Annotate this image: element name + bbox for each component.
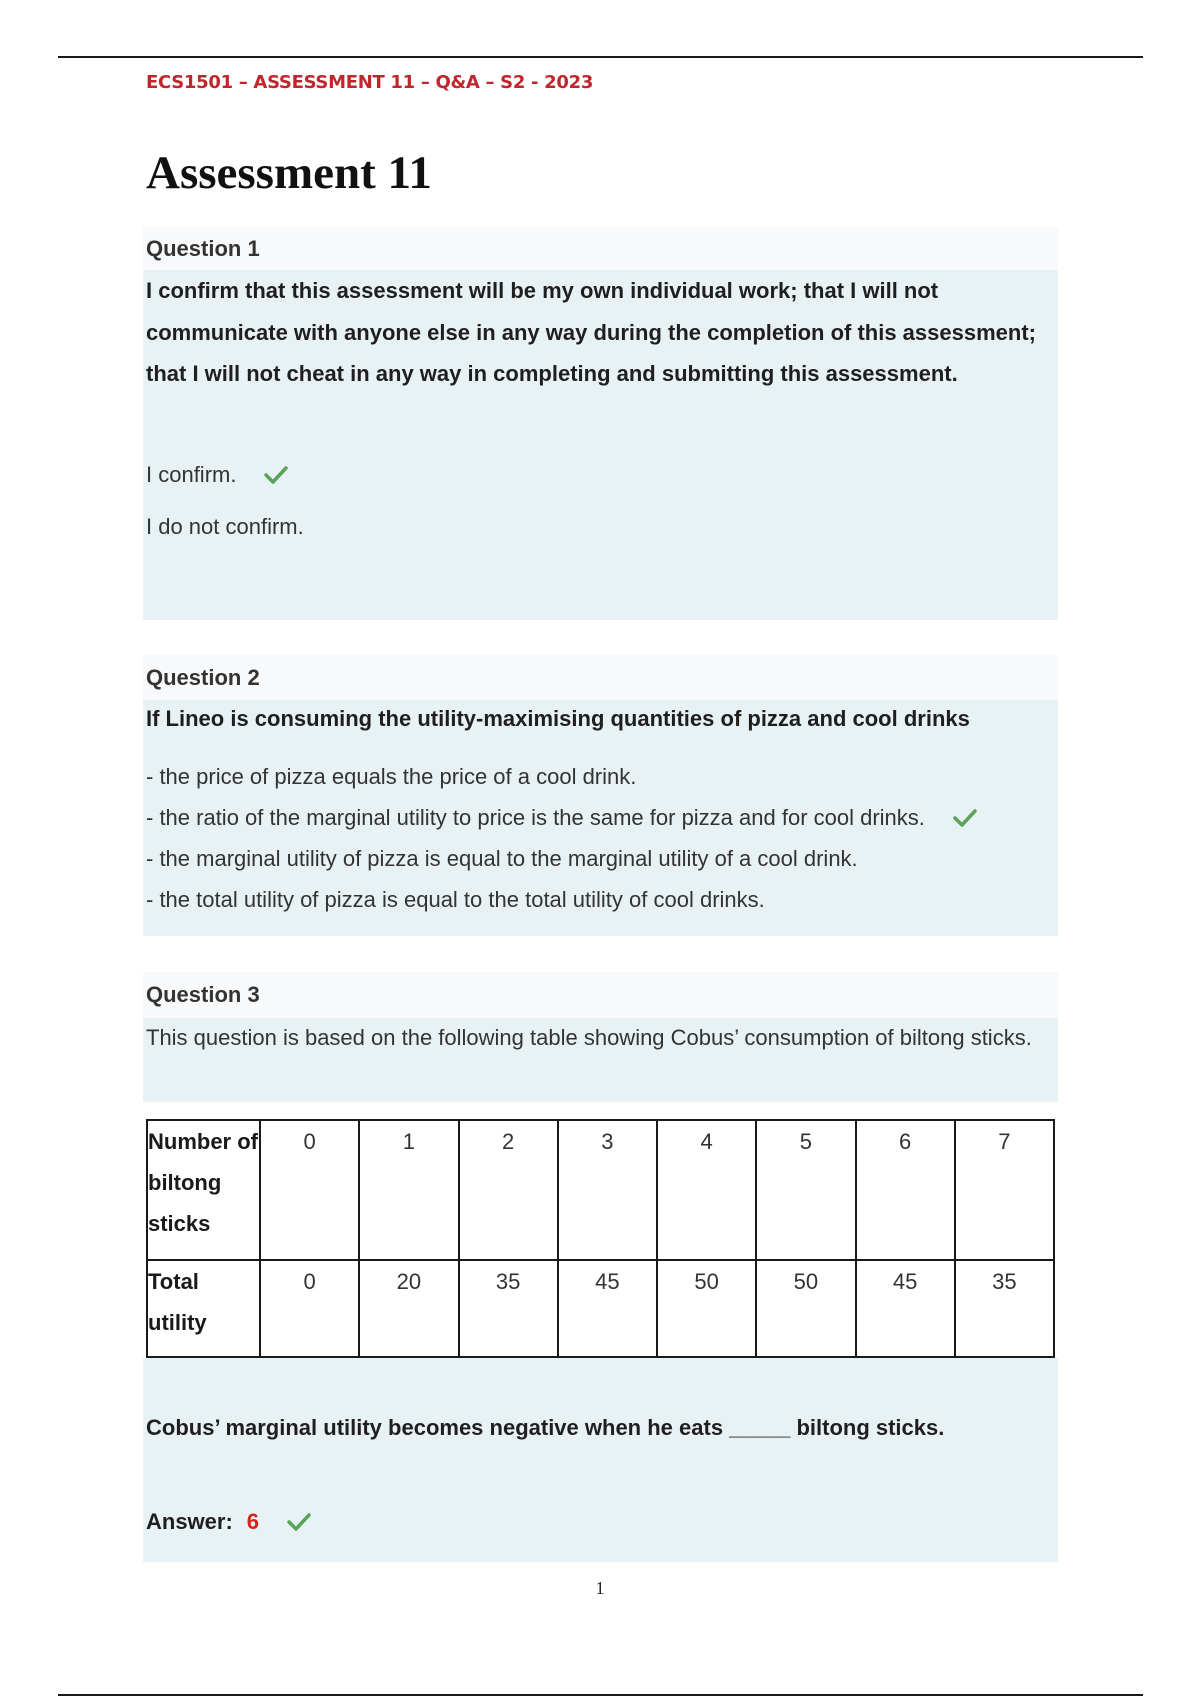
question-1-box	[143, 270, 1058, 620]
answer-value[interactable]: 6	[246, 1509, 260, 1534]
question-2-prompt: If Lineo is consuming the utility-maximising quantities of pizza and cool drinks	[146, 706, 970, 731]
q2-option-b[interactable]	[146, 797, 1058, 838]
q2-option-d[interactable]	[146, 879, 1058, 920]
q2-option-d-text: - the total utility of pizza is equal to the total utility of cool drinks.	[146, 886, 765, 912]
table-cell: 50	[657, 1260, 756, 1357]
q2-option-c-text: - the marginal utility of pizza is equal to the marginal utility of a cool drink.	[146, 845, 858, 871]
question-3-answer-box	[143, 1358, 1058, 1562]
q1-option-confirm[interactable]	[146, 455, 1058, 495]
table-cell: 2	[459, 1120, 558, 1260]
question-3-label: Question 3	[143, 972, 1058, 1018]
correct-check-icon	[287, 1512, 311, 1532]
question-2-box	[143, 700, 1058, 936]
question-3-answer	[146, 1502, 1058, 1542]
table-cell: 7	[955, 1120, 1054, 1260]
table-cell: 50	[756, 1260, 855, 1357]
table-row	[147, 1120, 1054, 1260]
table-cell: 3	[558, 1120, 657, 1260]
table-cell: 4	[657, 1120, 756, 1260]
question-2-label: Question 2	[143, 655, 1058, 700]
table-cell: 45	[558, 1260, 657, 1357]
table-cell: 0	[260, 1120, 359, 1260]
answer-label: Answer:	[146, 1509, 233, 1534]
q2-option-c[interactable]	[146, 838, 1058, 879]
table-cell: 35	[955, 1260, 1054, 1357]
table-cell: 20	[359, 1260, 458, 1357]
q1-option-not-confirm-text: I do not confirm.	[146, 513, 304, 539]
biltong-utility-table	[146, 1119, 1055, 1358]
table-cell: 0	[260, 1260, 359, 1357]
question-3-intro-box	[143, 1018, 1058, 1102]
question-3-intro: This question is based on the following table showing Cobus’ consumption of biltong sticks.	[146, 1025, 1032, 1050]
table-cell: 5	[756, 1120, 855, 1260]
table-cell: 1	[359, 1120, 458, 1260]
page-title: Assessment 11	[146, 147, 432, 199]
q2-option-a[interactable]	[146, 756, 1058, 797]
table-row	[147, 1260, 1054, 1357]
q1-option-not-confirm[interactable]	[146, 507, 1058, 547]
correct-check-icon	[953, 808, 977, 828]
table-cell: 45	[856, 1260, 955, 1357]
q2-option-b-text: - the ratio of the marginal utility to price is the same for pizza and for cool drinks.	[146, 804, 925, 830]
page-number: 1	[595, 1578, 605, 1598]
question-1-prompt: I confirm that this assessment will be my own individual work; that I will not communicate with anyone else in any way during the completion of this assessment; that I will not cheat in any way in completing and submitting this assessment.	[146, 278, 1036, 386]
q2-option-a-text: - the price of pizza equals the price of a cool drink.	[146, 763, 637, 789]
question-1-label: Question 1	[143, 227, 1058, 270]
question-3-statement: Cobus’ marginal utility becomes negative when he eats _____ biltong sticks.	[146, 1415, 945, 1440]
table-row-header: Total utility	[147, 1260, 260, 1357]
top-rule	[58, 56, 1143, 58]
bottom-rule	[58, 1694, 1143, 1696]
table-row-header: Number of biltong sticks	[147, 1120, 260, 1260]
table-cell: 35	[459, 1260, 558, 1357]
running-header: ECS1501 – ASSESSMENT 11 – Q&A – S2 - 2023	[146, 72, 594, 93]
q1-option-confirm-text: I confirm.	[146, 461, 237, 487]
correct-check-icon	[264, 465, 288, 485]
table-cell: 6	[856, 1120, 955, 1260]
